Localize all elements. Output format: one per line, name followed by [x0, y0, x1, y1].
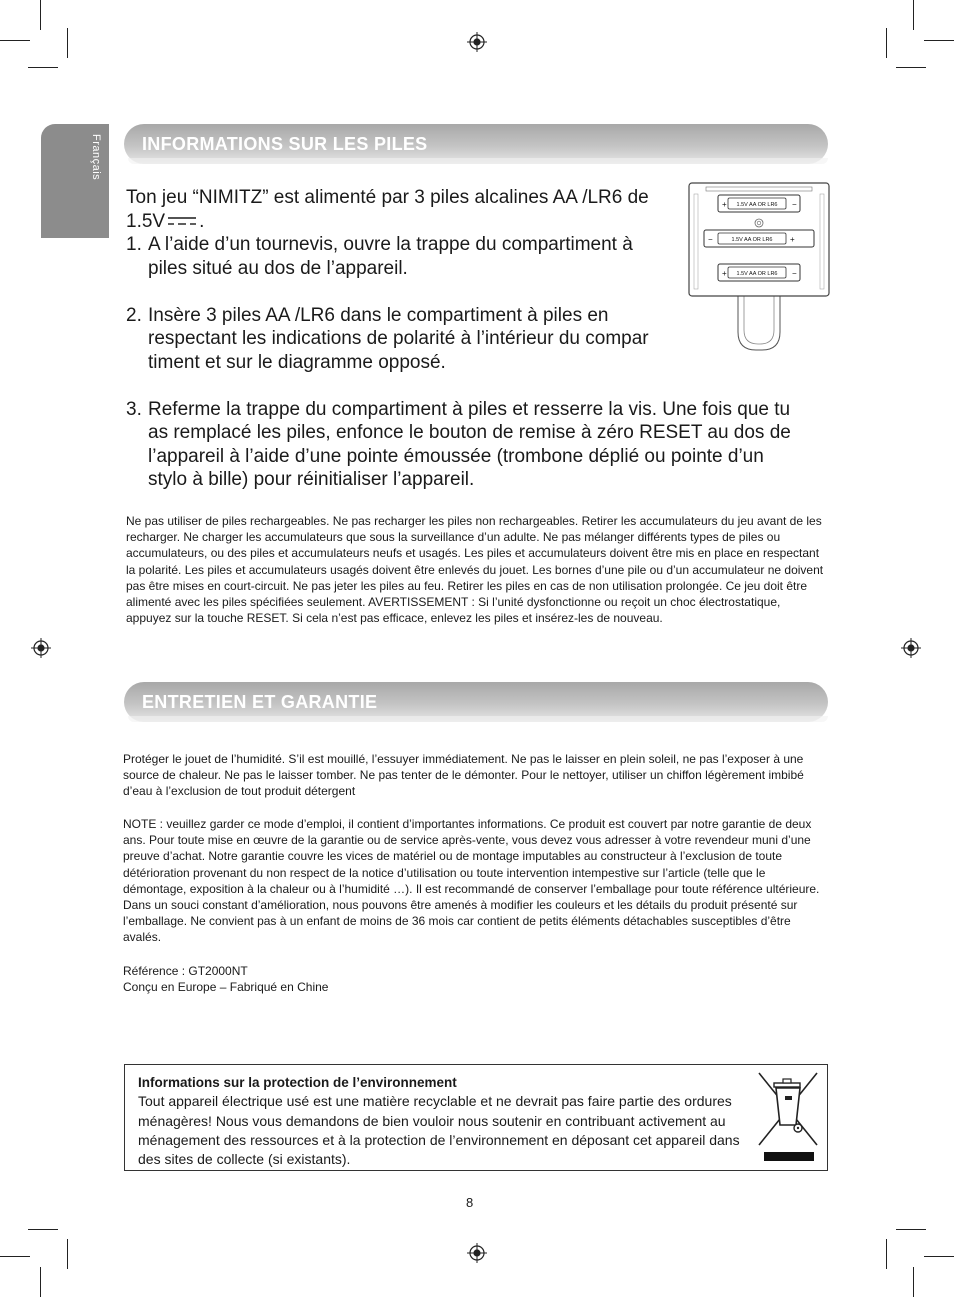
- step-number: 1.: [126, 234, 142, 255]
- crop-mark: [913, 0, 914, 30]
- battery-warning: Ne pas utiliser de piles rechargeables. Ne pas recharger les piles non rechargeables. Retirer les accumulateurs du jeu avant de les recharger. Ne charger les accumulateurs que sous la surveillance d’un adulte. Ne pas mélanger différents types de piles ou accumulateurs, ou des piles et accumulateurs neufs et usagés. Les piles et accumulateurs doivent être mis en place en respectant la polarité. Les piles et accumulateurs usagés doivent être enlevés du jouet. Les bornes d’une pile ou d’un accumulateur ne doivent pas être mises en court-circuit. Ne pas jeter les piles au feu. Retirer les piles en cas de non utilisation prolongée. Ce jeu doit être alimenté avec les piles spécifiées seulement. AVERTISSEMENT : Si l’unité dysfonctionne ou reçoit un choc électrostatique, appuyez sur la touche RESET. Si cela n’est pas efficace, enlevez les piles et insérez-les de nouveau.: [126, 514, 824, 626]
- page-number: 8: [466, 1195, 474, 1210]
- step-text: Referme la trappe du compartiment à piles et resserre la vis. Une fois que tu as remplacé les piles, enfonce le bouton de remise à zéro RESET au dos de l’appareil à l’aide d’une pointe émoussée (trombone déplié ou pointe d’un stylo à bille) pour réinitialiser l’appareil.: [148, 398, 791, 490]
- svg-text:−: −: [708, 235, 713, 244]
- maintenance-section-title: ENTRETIEN ET GARANTIE: [142, 692, 378, 712]
- language-tab: [41, 124, 109, 238]
- crop-mark: [886, 1239, 887, 1269]
- crop-mark: [896, 67, 926, 68]
- registration-mark-icon: [467, 1243, 487, 1263]
- crop-mark: [0, 1256, 30, 1257]
- language-tab-label: Français: [90, 134, 102, 181]
- crop-mark: [67, 28, 68, 58]
- svg-text:+: +: [722, 200, 727, 209]
- crop-mark: [924, 40, 954, 41]
- warranty-note: NOTE : veuillez garder ce mode d’emploi, il contient d’importantes informations. Ce produit est couvert par notre garantie de deux ans. Pour toute mise en œuvre de la garantie ou de service après-vente, vous devez vous adresser à votre revendeur muni d’une preuve d’achat. Notre garantie couvre les vices de matériel ou de montage imputables au constructeur à l’exclusion de toute détérioration provenant du non respect de la notice d’utilisation ou toute intervention intempestive sur l’article (telle que le démontage, exposition à la chaleur ou à l’humidité …). Il est recommandé de conserver l’emballage pour toute référence ultérieure. Dans un souci constant d’amélioration, nous pouvons être amenés à modifier les couleurs et les détails du produit présenté sur l’emballage. Ne convient pas à un enfant de moins de 36 mois car contient de petits éléments détachables susceptibles d’être avalés.: [123, 817, 820, 945]
- product-origin: Conçu en Europe – Fabriqué en Chine: [123, 980, 329, 994]
- intro-end: .: [199, 210, 205, 232]
- crossed-out-wheelie-bin-icon: [757, 1071, 819, 1163]
- registration-mark-icon: [467, 32, 487, 52]
- battery-label-2: 1.5V AA OR LR6: [731, 237, 773, 243]
- step-item: [126, 304, 688, 375]
- crop-mark: [913, 1267, 914, 1297]
- registration-mark-icon: [31, 638, 51, 658]
- svg-text:+: +: [790, 235, 795, 244]
- svg-text:−: −: [792, 269, 797, 278]
- crop-mark: [924, 1256, 954, 1257]
- environment-info-box: [124, 1064, 828, 1171]
- crop-mark: [40, 1267, 41, 1297]
- battery-intro: [126, 186, 686, 233]
- environment-info-text: [138, 1073, 763, 1169]
- crop-mark: [67, 1239, 68, 1269]
- battery-section-title: INFORMATIONS SUR LES PILES: [142, 134, 428, 154]
- battery-label-1: 1.5V AA OR LR6: [736, 202, 778, 208]
- step-text: Insère 3 piles AA /LR6 dans le compartiment à piles en respectant les indications de polarité à l’intérieur du compar timent et sur le diagramme opposé.: [148, 304, 649, 373]
- crop-mark: [28, 1229, 58, 1230]
- battery-compartment-diagram: [688, 182, 830, 354]
- svg-text:+: +: [722, 269, 727, 278]
- crop-mark: [896, 1229, 926, 1230]
- step-number: 3.: [126, 398, 142, 420]
- dc-symbol-icon: [167, 216, 197, 226]
- step-item: [126, 398, 808, 492]
- step-text: A l’aide d’un tournevis, ouvre la trappe du compartiment à piles situé au dos de l’appareil.: [148, 234, 633, 279]
- product-reference: Référence : GT2000NT: [123, 964, 248, 978]
- crop-mark: [886, 28, 887, 58]
- environment-info-title: Informations sur la protection de l’environnement: [138, 1075, 457, 1090]
- maintenance-section-header: [124, 682, 828, 722]
- step-item: [126, 233, 648, 280]
- crop-mark: [28, 67, 58, 68]
- battery-label-3: 1.5V AA OR LR6: [736, 271, 778, 277]
- svg-text:−: −: [792, 200, 797, 209]
- care-instructions: Protéger le jouet de l’humidité. S’il est mouillé, l’essuyer immédiatement. Ne pas le laisser en plein soleil, ne pas l’exposer à une source de chaleur. Ne pas le laisser tomber. Ne pas tenter de le démonter. Pour le nettoyer, utiliser un chiffon légèrement imbibé d’eau à l’exclusion de tout produit détergent: [123, 752, 804, 799]
- step-number: 2.: [126, 304, 142, 326]
- crop-mark: [0, 40, 30, 41]
- intro-line-1: Ton jeu “NIMITZ” est alimenté par 3 piles alcalines AA /LR6 de: [126, 187, 649, 208]
- environment-info-body: Tout appareil électrique usé est une matière recyclable et ne devrait pas faire partie des ordures ménagères! Nous vous demandons de bien vouloir nous soutenir en contribuant activement au ménagement des ressources et à la protection de l’environnement en déposant cet appareil dans des sites de collecte (si existants).: [138, 1093, 740, 1168]
- battery-section-header: [124, 124, 828, 164]
- crop-mark: [40, 0, 41, 30]
- registration-mark-icon: [901, 638, 921, 658]
- intro-line-2: [126, 210, 686, 234]
- voltage-label: 1.5V: [126, 210, 166, 232]
